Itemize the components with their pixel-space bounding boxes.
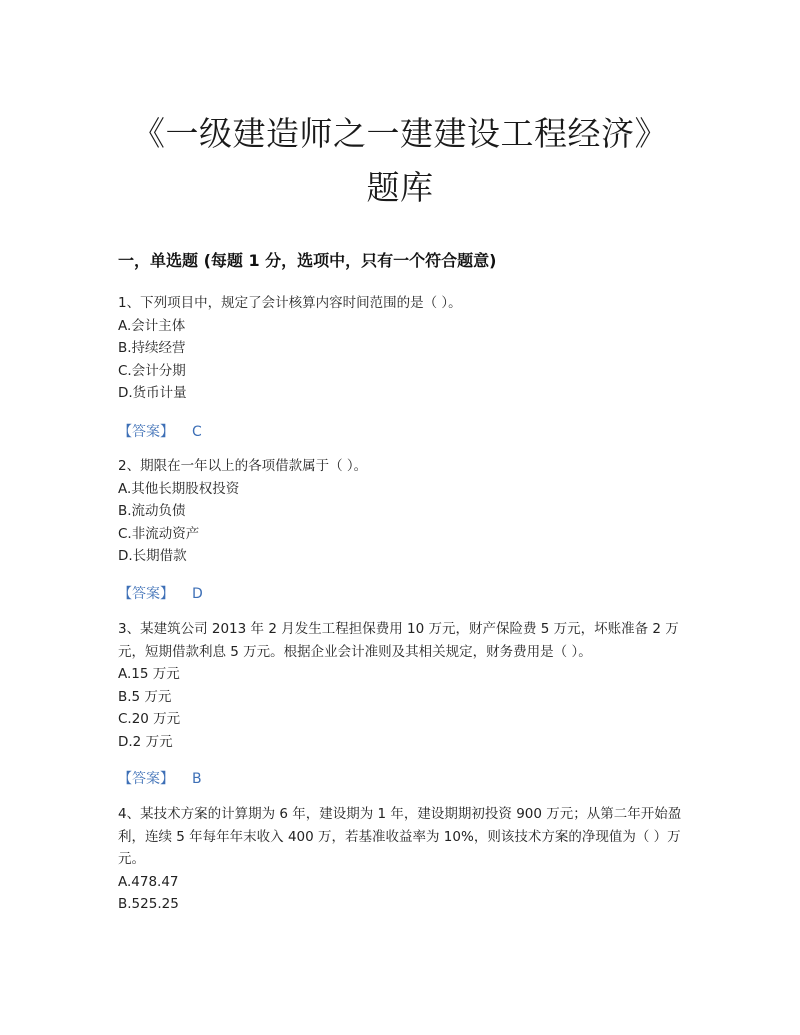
document-title: 《一级建造师之一建建设工程经济》 <box>132 114 668 153</box>
section-heading: 一，单选题 (每题 1 分，选项中，只有一个符合题意) <box>118 251 497 270</box>
option-b: B.流动负债 <box>118 503 186 519</box>
option-d: D.2 万元 <box>118 733 173 750</box>
option-a: A.478.47 <box>118 873 179 890</box>
answer-1 <box>118 421 202 441</box>
question-stem: 1、下列项目中，规定了会计核算内容时间范围的是（ ）。 <box>118 295 462 311</box>
option-b: B.525.25 <box>118 896 179 912</box>
answer-3 <box>118 768 202 788</box>
answer-value: B <box>192 771 202 787</box>
question-4 <box>118 803 684 916</box>
answer-2 <box>118 583 203 603</box>
option-c: C.20 万元 <box>118 711 181 727</box>
answer-value: D <box>192 586 203 602</box>
answer-label: 【答案】 <box>118 424 174 440</box>
option-b: B.5 万元 <box>118 688 172 705</box>
answer-label: 【答案】 <box>118 771 174 787</box>
question-1 <box>118 292 684 405</box>
option-d: D.长期借款 <box>118 548 187 564</box>
question-2 <box>118 455 684 568</box>
question-3 <box>118 618 684 753</box>
option-c: C.非流动资产 <box>118 525 200 542</box>
answer-value: C <box>192 424 202 440</box>
option-a: A.其他长期股权投资 <box>118 480 240 497</box>
option-a: A.会计主体 <box>118 317 186 334</box>
option-b: B.持续经营 <box>118 340 186 356</box>
question-stem: 4、某技术方案的计算期为 6 年，建设期为 1 年，建设期期初投资 900 万元；从第二年开始盈利，连续 5 年每年年末收入 400 万，若基准收益率为 10%，则该技术方案的净现值为（ ）万元。 <box>118 806 682 867</box>
option-c: C.会计分期 <box>118 362 186 379</box>
option-d: D.货币计量 <box>118 385 187 401</box>
document-subtitle: 题库 <box>366 168 434 207</box>
answer-label: 【答案】 <box>118 586 174 602</box>
question-stem: 2、期限在一年以上的各项借款属于（ ）。 <box>118 458 368 474</box>
option-a: A.15 万元 <box>118 666 180 682</box>
question-stem: 3、某建筑公司 2013 年 2 月发生工程担保费用 10 万元，财产保险费 5 万元，坏账准备 2 万元，短期借款利息 5 万元。根据企业会计准则及其相关规定，财务费用是（ ）。 <box>118 621 679 660</box>
